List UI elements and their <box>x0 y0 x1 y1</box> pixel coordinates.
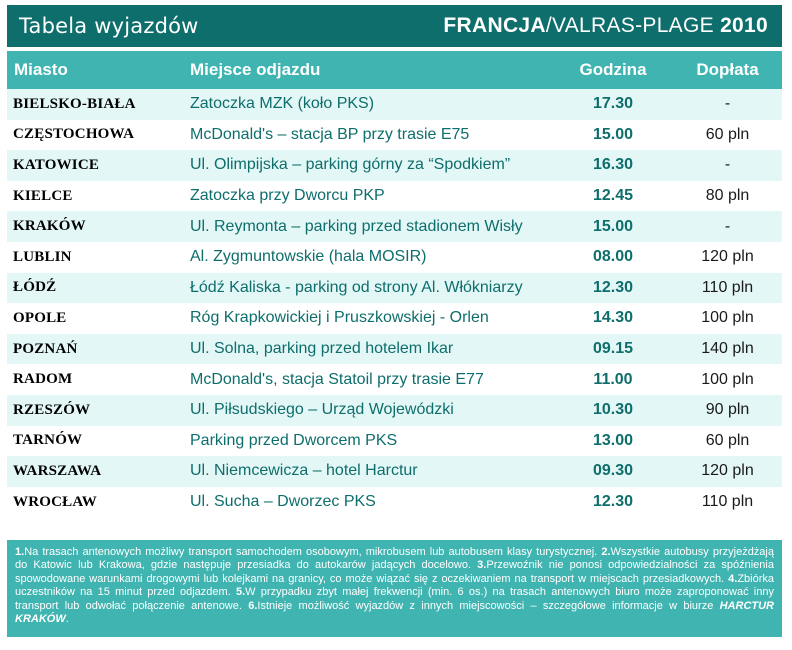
page-title: Tabela wyjazdów <box>19 14 199 38</box>
fee-cell: 110 pln <box>701 493 754 511</box>
note-number: 1. <box>15 546 25 558</box>
footnotes <box>7 540 782 637</box>
note-text: Istnieje możliwość wyjazdów z innych miejscowości – szczegółowe informacje w biurze <box>257 599 720 612</box>
place-cell: Al. Zygmuntowskie (hala MOSIR) <box>190 248 427 266</box>
place-cell: Ul. Sucha – Dworzec PKS <box>190 493 376 511</box>
city-cell: KRAKÓW <box>13 218 86 235</box>
table-body <box>7 89 782 517</box>
table-header <box>7 51 782 89</box>
fee-cell: 80 pln <box>705 187 750 205</box>
hour-cell: 14.30 <box>592 309 634 327</box>
fee-cell: 140 pln <box>701 340 754 358</box>
table-row <box>7 334 782 365</box>
hour-cell: 09.30 <box>592 462 634 480</box>
note-text: . <box>65 613 69 626</box>
hour-cell: 16.30 <box>592 156 634 174</box>
city-cell: KIELCE <box>13 187 73 204</box>
hour-cell: 12.30 <box>592 278 634 296</box>
place-cell: Parking przed Dworcem PKS <box>190 431 398 449</box>
place-cell: Ul. Solna, parking przed hotelem Ikar <box>190 340 454 358</box>
fee-cell: - <box>724 95 731 113</box>
note-text: Przewoźnik nie ponosi odpowiedzialności za spóźnienia spowodowane warunkami drogowymi lub kolejkami na granicy, co może wiązać się z oczekiwaniem na transport w miejscach przesiadkowych. <box>15 559 774 585</box>
fee-cell: 100 pln <box>701 370 754 388</box>
table-row <box>7 426 782 457</box>
city-cell: ŁÓDŹ <box>13 279 57 296</box>
fee-cell: 100 pln <box>701 309 754 327</box>
table-row <box>7 364 782 395</box>
destination-country: FRANCJA <box>443 14 546 37</box>
place-cell: Zatoczka MZK (koło PKS) <box>190 95 375 113</box>
place-cell: Ul. Niemcewicza – hotel Harctur <box>190 462 418 480</box>
note-number: 5. <box>235 586 246 599</box>
fee-cell: 120 pln <box>701 462 754 480</box>
note-number: 4. <box>728 572 738 585</box>
table-row <box>7 120 782 151</box>
table-row <box>7 150 782 181</box>
city-cell: WROCŁAW <box>13 493 97 510</box>
departures-table <box>7 51 782 517</box>
city-cell: WARSZAWA <box>13 462 102 479</box>
fee-cell: 60 pln <box>705 125 750 143</box>
fee-cell: 110 pln <box>701 278 754 296</box>
agency-name: HARCTUR KRAKÓW <box>15 599 774 626</box>
place-cell: Ul. Reymonta – parking przed stadionem Wisły <box>190 217 523 235</box>
table-row <box>7 181 782 212</box>
note-text: Wszystkie autobusy przyjeżdżają do Katowic lub Krakowa, gdzie następuje przesiadka do autokarów jadących docelowo. <box>15 546 774 572</box>
hour-cell: 10.30 <box>592 401 634 419</box>
header-hour: Godzina <box>579 60 647 79</box>
city-cell: RZESZÓW <box>13 401 91 418</box>
city-cell: CZĘSTOCHOWA <box>13 126 135 143</box>
place-cell: Ul. Piłsudskiego – Urząd Wojewódzki <box>190 401 454 419</box>
header-fee: Dopłata <box>696 60 759 79</box>
place-cell: Róg Krapkowickiej i Pruszkowskiej - Orlen <box>190 309 489 327</box>
city-cell: OPOLE <box>13 309 67 326</box>
place-cell: McDonald's – stacja BP przy trasie E75 <box>190 125 470 143</box>
note-text: Zbiórka uczestników na 15 minut przed odjazdem. <box>15 572 774 599</box>
title-bar <box>7 5 782 47</box>
note-number: 3. <box>477 559 487 572</box>
destination-place: /VALRAS-PLAGE <box>545 14 721 37</box>
destination-title <box>443 14 768 38</box>
place-cell: Zatoczka przy Dworcu PKP <box>190 187 385 205</box>
header-place: Miejsce odjazdu <box>190 60 321 79</box>
city-cell: RADOM <box>13 371 73 388</box>
fee-cell: - <box>724 156 731 174</box>
table-row <box>7 303 782 334</box>
note-number: 6. <box>248 599 258 612</box>
table-row <box>7 395 782 426</box>
table-row <box>7 456 782 487</box>
place-cell: McDonald's, stacja Statoil przy trasie E77 <box>190 370 484 388</box>
hour-cell: 11.00 <box>593 370 633 388</box>
place-cell: Ul. Olimpijska – parking górny za “Spodkiem” <box>190 156 511 174</box>
hour-cell: 13.00 <box>592 431 634 449</box>
hour-cell: 08.00 <box>592 248 634 266</box>
fee-cell: 60 pln <box>705 431 750 449</box>
city-cell: POZNAŃ <box>13 340 78 357</box>
city-cell: BIELSKO-BIAŁA <box>13 95 136 112</box>
table-row <box>7 273 782 304</box>
hour-cell: 12.30 <box>592 493 634 511</box>
city-cell: TARNÓW <box>13 432 83 449</box>
fee-cell: 120 pln <box>701 248 754 266</box>
note-number: 2. <box>601 546 611 558</box>
header-city: Miasto <box>14 60 68 79</box>
place-cell: Łódź Kaliska - parking od strony Al. Włókniarzy <box>190 278 523 296</box>
destination-year: 2010 <box>720 14 768 37</box>
hour-cell: 15.00 <box>592 125 634 143</box>
fee-cell: 90 pln <box>705 401 750 419</box>
note-text: Na trasach antenowych możliwy transport samochodem osobowym, mikrobusem lub autobusem klasy turystycznej. <box>24 546 602 558</box>
city-cell: KATOWICE <box>13 156 100 173</box>
table-row <box>7 211 782 242</box>
hour-cell: 15.00 <box>592 217 634 235</box>
table-row <box>7 487 782 518</box>
city-cell: LUBLIN <box>13 248 72 265</box>
hour-cell: 12.45 <box>592 187 634 205</box>
table-row <box>7 242 782 273</box>
note-text: W przypadku zbyt małej frekwencji (min. 6 os.) na trasach antenowych biuro może zaproponować inny transport lub odwołać połączenie antenowe. <box>15 586 774 612</box>
fee-cell: - <box>724 217 731 235</box>
hour-cell: 17.30 <box>592 95 634 113</box>
table-row <box>7 89 782 120</box>
hour-cell: 09.15 <box>592 340 634 358</box>
